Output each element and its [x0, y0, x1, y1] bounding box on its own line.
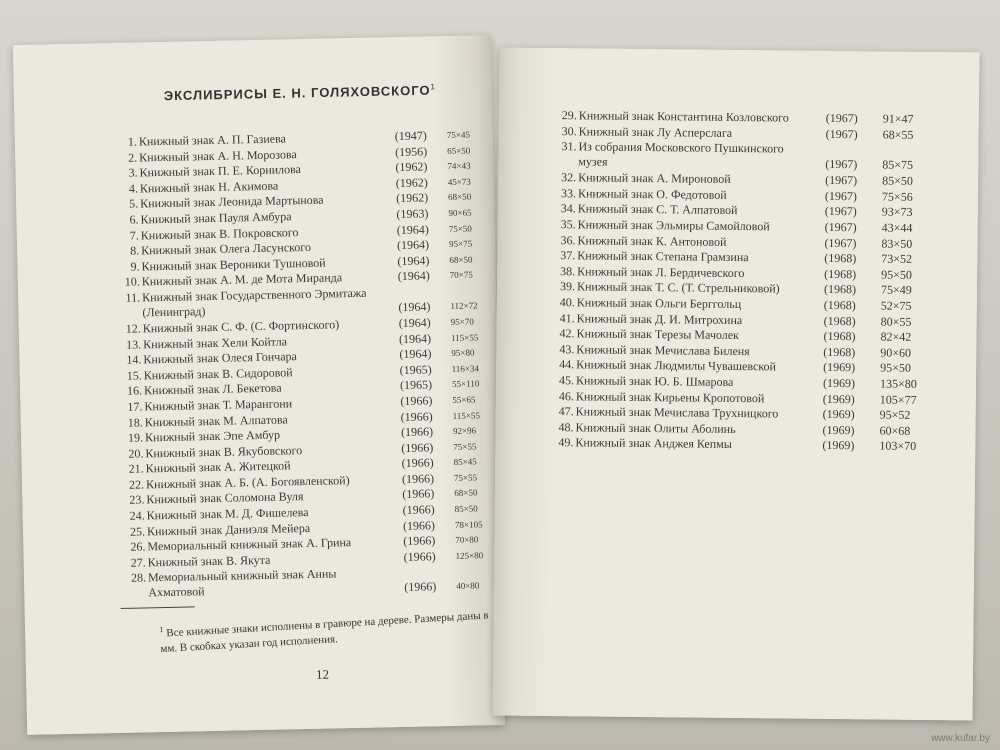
item-name: Книжный знак А. П. Газиева	[138, 131, 286, 149]
item-number: 29.	[561, 108, 577, 123]
item-year: (1956)	[394, 144, 428, 159]
item-size: 95×80	[451, 347, 475, 359]
item-number: 11.	[125, 290, 141, 305]
item-name: Книжный знак Эльмиры Самойловой	[577, 217, 770, 234]
item-number: 7.	[129, 228, 139, 243]
item-size: 82×42	[880, 329, 912, 344]
item-name: Мемориальный книжный знак А. Грина	[147, 535, 352, 554]
item-name: Книжный знак А. Житецкой	[145, 458, 291, 476]
item-name: Книжный знак Даниэля Мейера	[146, 520, 311, 539]
item-number: 36.	[560, 232, 576, 247]
item-number: 28.	[130, 570, 147, 586]
item-name: Книжный знак К. Антоновой	[577, 232, 727, 249]
item-name: Книжный знак П. Е. Корнилова	[139, 162, 302, 180]
item-size: 43×44	[881, 220, 913, 235]
item-size: 75×49	[880, 282, 912, 298]
item-size: 105×77	[879, 392, 917, 407]
item-name: Книжный знак Лу Асперслага	[578, 123, 733, 140]
item-size: 115×55	[450, 331, 479, 343]
item-size: 125×80	[455, 550, 484, 561]
list-item	[120, 564, 486, 603]
item-year: (1967)	[825, 157, 858, 172]
item-size: 70×80	[455, 534, 479, 546]
item-size: 55×65	[452, 394, 476, 405]
item-year: (1966)	[403, 533, 436, 549]
item-year: (1967)	[824, 235, 857, 250]
item-year: (1966)	[402, 486, 435, 502]
item-size: 85×50	[882, 173, 913, 189]
item-year: (1962)	[395, 190, 429, 206]
item-year: (1965)	[399, 377, 433, 393]
item-size: 90×65	[448, 207, 472, 218]
item-size: 112×72	[450, 300, 478, 311]
item-year: (1966)	[402, 518, 436, 533]
item-size: 85×50	[454, 503, 478, 514]
item-name: Книжный знак Олеся Гончара	[143, 349, 298, 367]
item-year: (1962)	[395, 159, 428, 175]
item-year: (1967)	[824, 219, 857, 235]
item-year: (1969)	[823, 360, 856, 375]
page-number: 12	[315, 666, 330, 682]
item-size: 95×75	[448, 238, 473, 250]
item-year: (1967)	[824, 188, 858, 204]
item-year: (1968)	[823, 297, 856, 313]
item-size: 68×50	[448, 191, 472, 203]
item-number: 15.	[126, 368, 142, 383]
item-name: Книжный знак Терезы Мачолек	[576, 326, 739, 343]
item-name: Книжный знак Константина Козловского	[578, 108, 789, 125]
item-number: 30.	[561, 123, 577, 138]
item-year: (1969)	[822, 422, 855, 437]
watermark: www.kufar.by	[931, 733, 990, 744]
footnote-rule	[121, 606, 195, 609]
item-year: (1969)	[822, 438, 855, 453]
bookplate-list-left	[111, 127, 486, 602]
item-size: 68×50	[449, 254, 473, 265]
item-size: 80×55	[880, 314, 912, 329]
item-year: (1967)	[825, 126, 858, 141]
item-year: (1966)	[401, 471, 435, 486]
item-number: 8.	[130, 243, 140, 258]
item-number: 34.	[560, 201, 576, 216]
item-year: (1966)	[402, 502, 435, 518]
item-number: 32.	[561, 170, 577, 185]
item-number: 13.	[125, 336, 142, 352]
item-name: Книжный знак Ю. Б. Шмарова	[575, 373, 734, 389]
item-number: 25.	[129, 524, 146, 539]
item-name: Книжный знак А. М. де Мота Миранда	[141, 270, 343, 289]
item-size: 116×34	[451, 363, 480, 374]
item-size: 75×45	[446, 129, 470, 141]
item-size: 78×105	[454, 519, 483, 530]
item-size: 75×56	[881, 189, 913, 204]
item-number: 48.	[558, 419, 574, 434]
item-name: Книжный знак А. Н. Морозова	[139, 146, 297, 165]
item-name: Книжный знак Вероники Тушновой	[141, 255, 326, 274]
item-year: (1968)	[823, 313, 856, 328]
item-year: (1962)	[395, 175, 428, 190]
item-year: (1964)	[397, 268, 430, 284]
item-number: 37.	[560, 248, 576, 263]
item-year: (1966)	[401, 455, 434, 471]
item-name: Книжный знак Государственного Эрмитажа (Ленинград)	[141, 285, 367, 320]
item-size: 73×52	[881, 251, 913, 266]
item-name: Книжный знак Мечислава Трухницкого	[575, 404, 779, 421]
item-size: 68×50	[454, 487, 478, 499]
item-year: (1965)	[399, 362, 432, 377]
item-number: 39.	[559, 279, 576, 294]
item-size: 74×43	[447, 160, 471, 172]
item-size: 92×96	[452, 425, 477, 437]
item-name: Книжный знак Л. Бердичевского	[577, 264, 745, 280]
item-name: Книжный знак Ольги Берггольц	[576, 295, 742, 311]
item-number: 16.	[126, 383, 143, 399]
item-name: Книжный знак А. Б. (А. Богоявленской)	[145, 472, 350, 492]
item-number: 38.	[560, 263, 576, 279]
item-size: 75×55	[453, 472, 478, 483]
item-year: (1966)	[404, 579, 437, 595]
item-size: 70×75	[449, 269, 473, 281]
item-size: 95×50	[880, 360, 912, 376]
item-year: (1969)	[822, 407, 855, 422]
item-number: 9.	[130, 259, 140, 274]
item-year: (1963)	[396, 206, 429, 222]
page-title-text: ЭКСЛИБРИСЫ Е. Н. ГОЛЯХОВСКОГО	[163, 82, 431, 104]
item-number: 49.	[558, 435, 574, 450]
item-size: 40×80	[456, 580, 480, 592]
footnote-mark: 1	[159, 624, 164, 635]
item-number: 3.	[128, 165, 138, 180]
page-title	[164, 82, 436, 103]
item-number: 41.	[559, 310, 575, 325]
item-number: 35.	[560, 217, 576, 232]
item-year: (1969)	[822, 391, 855, 406]
item-year: (1968)	[824, 251, 857, 266]
item-size: 85×45	[453, 456, 477, 468]
item-size: 93×73	[881, 204, 913, 220]
item-name: Книжный знак А. Мироновой	[578, 170, 731, 187]
item-size: 95×70	[450, 316, 474, 327]
bookplate-list-right	[547, 108, 916, 455]
item-number: 22.	[128, 477, 145, 492]
item-name: Книжный знак Степана Грамзина	[577, 248, 749, 265]
item-name: Книжный знак Мечислава Биленя	[576, 342, 750, 358]
footnote	[159, 604, 490, 657]
item-year: (1968)	[824, 266, 857, 282]
item-name: Книжный знак О. Федотовой	[577, 186, 727, 202]
item-year: (1967)	[824, 204, 857, 219]
item-year: (1964)	[398, 330, 432, 346]
item-number: 14.	[126, 352, 142, 367]
item-name: Книжный знак Соломона Вуля	[146, 489, 304, 507]
item-number: 44.	[559, 357, 575, 372]
item-name: Книжный знак Леонида Мартынова	[140, 192, 324, 211]
item-number: 27.	[130, 555, 146, 570]
item-name: Книжный знак Кирьены Кропотовой	[575, 388, 765, 405]
item-year: (1968)	[823, 282, 857, 297]
item-size: 65×50	[447, 145, 471, 156]
item-number: 20.	[128, 446, 144, 461]
item-name: Книжный знак Пауля Амбура	[140, 209, 292, 227]
item-size: 45×73	[447, 176, 471, 187]
item-name: Книжный знак Анджея Кепмы	[575, 435, 732, 452]
item-year: (1967)	[825, 173, 858, 188]
item-number: 40.	[559, 295, 575, 310]
item-number: 26.	[130, 539, 146, 554]
item-name: Книжный знак Т. С. (Т. Стрельниковой)	[576, 279, 780, 296]
item-name: Книжный знак Олега Ласунского	[141, 240, 312, 258]
item-name: Книжный знак В. Сидоровой	[143, 365, 293, 383]
item-number: 17.	[127, 399, 143, 414]
item-number: 46.	[558, 388, 574, 403]
item-year: (1966)	[400, 424, 434, 440]
item-year: (1964)	[399, 346, 432, 362]
item-size: 91×47	[882, 111, 914, 126]
item-year: (1968)	[823, 329, 856, 344]
item-number: 21.	[128, 461, 144, 477]
item-size: 103×70	[879, 438, 917, 454]
item-number: 33.	[560, 185, 577, 201]
item-number: 42.	[559, 326, 575, 341]
title-footnote-mark: 1	[430, 82, 437, 92]
item-number: 4.	[128, 181, 139, 196]
item-number: 1.	[127, 134, 138, 149]
item-year: (1964)	[398, 299, 431, 314]
item-year: (1967)	[825, 110, 858, 126]
item-size: 95×52	[879, 407, 911, 422]
item-year: (1964)	[396, 221, 429, 237]
footnote-text: Все книжные знаки исполнены в гравюре на дереве. Размеры даны в мм. В скобках указан год исполнения.	[160, 609, 489, 655]
item-size: 75×50	[448, 223, 472, 234]
item-number: 47.	[558, 404, 574, 419]
item-name: Книжный знак Л. Бекетова	[143, 380, 282, 398]
right-page	[493, 48, 980, 721]
list-item	[550, 139, 915, 174]
item-size: 52×75	[880, 298, 912, 313]
item-name: Книжный знак Хели Койтла	[142, 333, 288, 351]
item-size: 68×55	[882, 127, 914, 142]
item-number: 5.	[129, 196, 139, 212]
item-number: 24.	[129, 508, 145, 523]
item-year: (1947)	[394, 128, 427, 144]
item-size: 95×50	[881, 267, 913, 282]
item-year: (1969)	[822, 375, 856, 391]
item-name: Книжный знак Олиты Аболинь	[575, 420, 736, 436]
item-name: Книжный знак М. Д. Фишелева	[146, 505, 309, 523]
item-size: 75×55	[453, 441, 477, 452]
item-year: (1964)	[397, 253, 430, 268]
item-size: 90×60	[880, 345, 912, 360]
item-number: 45.	[558, 373, 575, 388]
item-size: 135×80	[879, 376, 917, 391]
item-size: 55×110	[451, 378, 480, 390]
item-number: 2.	[128, 150, 138, 165]
item-name: Мемориальный книжный знак Анны Ахматовой	[147, 566, 337, 600]
item-number: 31.	[561, 139, 577, 154]
item-number: 18.	[127, 414, 143, 430]
item-name: Книжный знак С. Т. Алпатовой	[577, 201, 738, 218]
item-name: Книжный знак Эпе Амбур	[144, 427, 281, 445]
item-size: 115×55	[452, 409, 481, 421]
item-name: Книжный знак М. Алпатова	[144, 411, 288, 429]
item-name: Книжный знак В. Якута	[147, 552, 271, 570]
item-name: Из собрания Московского Пушкинского музея	[578, 139, 784, 169]
item-size: 85×75	[882, 157, 914, 173]
item-number: 12.	[125, 321, 141, 336]
item-year: (1966)	[400, 408, 433, 424]
item-year: (1968)	[823, 344, 856, 359]
item-size: 60×68	[879, 423, 911, 438]
item-number: 10.	[124, 274, 140, 290]
item-name: Книжный знак С. Ф. (С. Фортинского)	[142, 317, 340, 336]
item-name: Книжный знак Д. И. Митрохина	[576, 310, 743, 327]
item-number: 43.	[559, 341, 575, 357]
item-name: Книжный знак Людмилы Чувашевской	[576, 357, 777, 374]
item-name: Книжный знак В. Якубовского	[145, 442, 303, 461]
item-year: (1966)	[403, 549, 436, 564]
item-name: Книжный знак Т. Марангони	[144, 396, 293, 414]
item-year: (1966)	[401, 440, 434, 455]
item-year: (1964)	[396, 237, 430, 253]
item-year: (1966)	[400, 393, 433, 408]
item-number: 6.	[129, 212, 139, 227]
item-year: (1964)	[398, 315, 431, 330]
left-page	[13, 35, 505, 735]
item-number: 19.	[127, 430, 144, 445]
item-number: 23.	[129, 492, 145, 508]
list-item	[547, 435, 917, 454]
item-name: Книжный знак Н. Акимова	[139, 178, 279, 196]
item-size: 83×50	[881, 236, 913, 251]
item-name: Книжный знак В. Покровского	[140, 224, 299, 243]
